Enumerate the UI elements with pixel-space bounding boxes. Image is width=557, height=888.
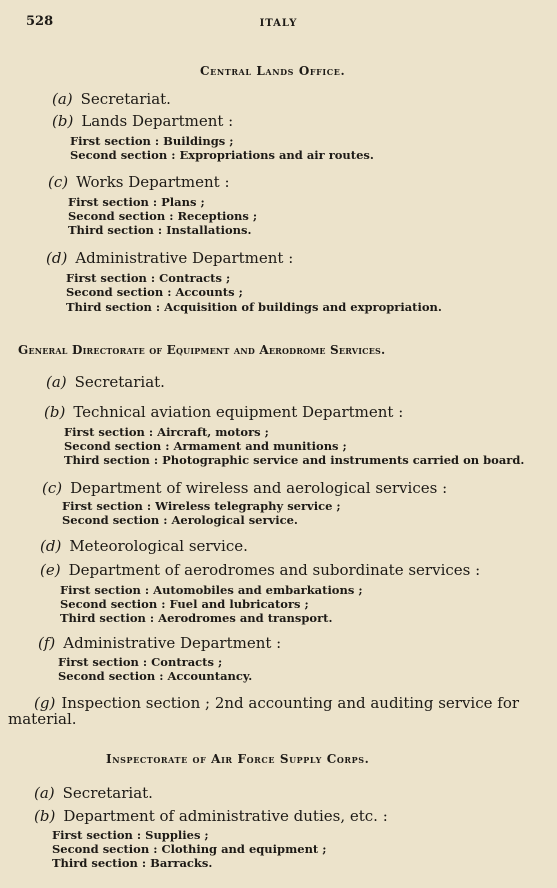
item-text: Department of wireless and aerological services : [70, 479, 448, 497]
list-item [38, 634, 281, 652]
item-text: Department of administrative duties, etc. : [63, 807, 388, 825]
item-text: Technical aviation equipment Department : [73, 403, 404, 421]
list-item [40, 561, 480, 579]
item-marker: (b) [44, 403, 66, 421]
item-marker: (a) [34, 784, 55, 802]
list-item [48, 173, 230, 191]
list-item [46, 249, 293, 267]
section-heading-central-lands-office: Central Lands Office. [200, 64, 346, 78]
sub-section-line: Second section : Expropriations and air routes. [70, 148, 374, 162]
sub-section-line: Third section : Installations. [68, 223, 252, 237]
sub-section-line: First section : Plans ; [68, 195, 205, 209]
item-text: Inspection section ; 2nd accounting and auditing service for material. [8, 694, 520, 728]
sub-section-line: Second section : Aerological service. [62, 513, 298, 527]
item-text: Lands Department : [81, 112, 234, 130]
list-item [8, 695, 548, 727]
item-marker: (c) [48, 173, 69, 191]
sub-section-line: Second section : Fuel and lubricators ; [60, 597, 309, 611]
list-item [42, 479, 447, 497]
section-heading-general-directorate: General Directorate of Equipment and Aerodrome Services. [18, 343, 386, 357]
sub-section-line: First section : Contracts ; [66, 271, 231, 285]
item-text: Secretariat. [62, 784, 153, 802]
item-marker: (d) [40, 537, 62, 555]
item-text: Department of aerodromes and subordinate services : [68, 561, 481, 579]
item-marker: (g) [34, 694, 56, 712]
section-heading-inspectorate: Inspectorate of Air Force Supply Corps. [106, 752, 370, 766]
sub-section-line: Third section : Barracks. [52, 856, 213, 870]
sub-section-line: Second section : Clothing and equipment ; [52, 842, 327, 856]
sub-section-line: First section : Contracts ; [58, 655, 223, 669]
sub-section-line: First section : Supplies ; [52, 828, 209, 842]
sub-section-line: Second section : Accountancy. [58, 669, 253, 683]
running-head: ITALY [259, 18, 298, 29]
list-item [44, 403, 403, 421]
list-item [46, 373, 165, 391]
item-text: Works Department : [76, 173, 230, 191]
item-text: Secretariat. [74, 373, 165, 391]
sub-section-line: Third section : Acquisition of buildings and expropriation. [66, 300, 442, 314]
item-marker: (d) [46, 249, 68, 267]
item-text: Administrative Department : [63, 634, 282, 652]
sub-section-line: First section : Aircraft, motors ; [64, 425, 269, 439]
sub-section-line: Second section : Receptions ; [68, 209, 258, 223]
sub-section-line: First section : Wireless telegraphy service ; [62, 499, 341, 513]
item-text: Administrative Department : [75, 249, 294, 267]
sub-section-line: Third section : Aerodromes and transport. [60, 611, 333, 625]
item-marker: (c) [42, 479, 63, 497]
item-marker: (e) [40, 561, 61, 579]
sub-section-line: First section : Buildings ; [70, 134, 234, 148]
sub-section-line: Third section : Photographic service and instruments carried on board. [64, 453, 525, 467]
item-marker: (f) [38, 634, 56, 652]
sub-section-line: Second section : Armament and munitions ; [64, 439, 347, 453]
item-text: Secretariat. [80, 90, 171, 108]
list-item [52, 90, 171, 108]
sub-section-line: Second section : Accounts ; [66, 285, 243, 299]
list-item [34, 807, 388, 825]
item-marker: (b) [34, 807, 56, 825]
item-marker: (a) [46, 373, 67, 391]
sub-section-line: First section : Automobiles and embarkations ; [60, 583, 363, 597]
list-item [34, 784, 153, 802]
item-marker: (b) [52, 112, 74, 130]
item-marker: (a) [52, 90, 73, 108]
page-number: 528 [26, 14, 54, 29]
list-item [52, 112, 233, 130]
item-text: Meteorological service. [69, 537, 248, 555]
list-item [40, 537, 248, 555]
